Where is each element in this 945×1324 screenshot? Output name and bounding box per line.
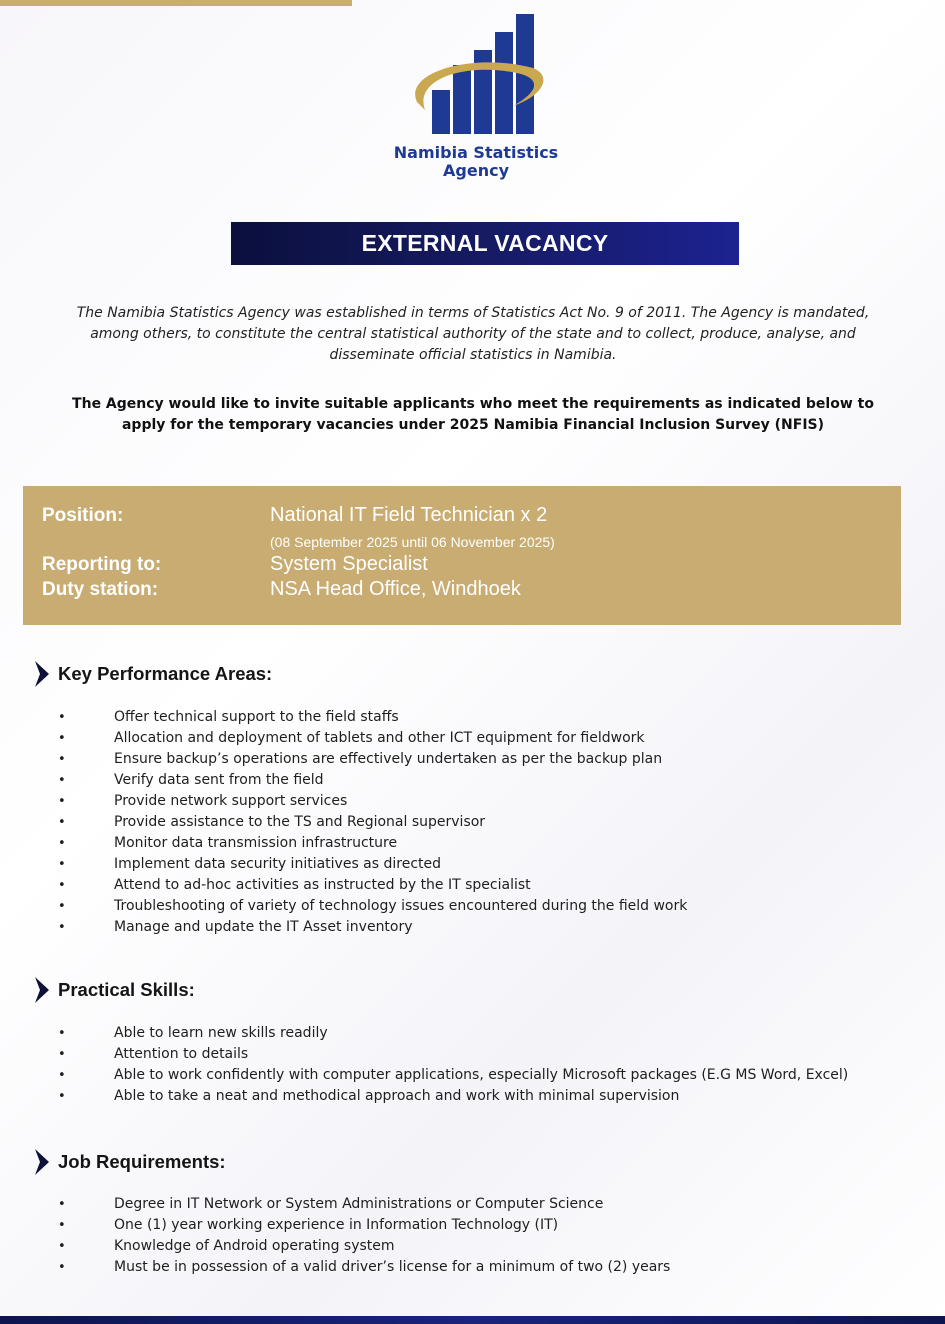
position-value: National IT Field Technician x 2 — [270, 504, 548, 526]
position-label: Position: — [42, 505, 124, 526]
org-name-line2: Agency — [443, 161, 509, 180]
vacancy-banner: EXTERNAL VACANCY — [231, 222, 739, 265]
invite-paragraph: The Agency would like to invite suitable applicants who meet the requirements as indicated below to apply for the temporary vacancies under 2025 Namibia Financial Inclusion Survey (NFIS) — [72, 396, 874, 433]
duty-station-label: Duty station: — [42, 579, 159, 600]
position-dates: (08 September 2025 until 06 November 2025) — [270, 534, 555, 550]
bottom-accent-bar — [0, 1316, 945, 1324]
section-key-performance-areas — [34, 660, 272, 688]
bar-chart-logo-icon — [403, 10, 553, 136]
bullet-icon: • — [58, 1197, 66, 1212]
chevron-right-icon — [34, 976, 50, 1004]
bullet-icon: • — [58, 836, 66, 851]
top-accent-line — [0, 0, 352, 6]
position-details-box — [23, 486, 901, 625]
org-name — [376, 144, 576, 180]
chevron-right-icon — [34, 1148, 50, 1176]
section-practical-skills — [34, 976, 195, 1004]
bullet-icon: • — [58, 1260, 66, 1275]
bullet-icon: • — [58, 1068, 66, 1083]
bullet-icon: • — [58, 878, 66, 893]
bullet-icon: • — [58, 752, 66, 767]
bullet-icon: • — [58, 773, 66, 788]
bullet-icon: • — [58, 1047, 66, 1062]
intro-paragraph: The Namibia Statistics Agency was established in terms of Statistics Act No. 9 of 2011. The Agency is mandated, among others, to constitute the central statistical authority of the state and to collect, produce, analyse, and disseminate official statistics in Namibia. — [76, 305, 870, 363]
bullet-icon: • — [58, 1026, 66, 1041]
bullet-icon: • — [58, 794, 66, 809]
bullet-icon: • — [58, 815, 66, 830]
reporting-label: Reporting to: — [42, 554, 162, 575]
bullet-icon: • — [58, 1089, 66, 1104]
section-job-requirements — [34, 1148, 226, 1176]
reporting-value: System Specialist — [270, 553, 428, 575]
bullet-icon: • — [58, 1218, 66, 1233]
section-title: Key Performance Areas: — [58, 663, 273, 684]
bullet-icon: • — [58, 857, 66, 872]
org-name-line1: Namibia Statistics — [393, 143, 559, 162]
duty-station-value: NSA Head Office, Windhoek — [270, 578, 521, 600]
bullet-icon: • — [58, 1239, 66, 1254]
chevron-right-icon — [34, 660, 50, 688]
section-title: Practical Skills: — [58, 979, 195, 1000]
bullet-icon: • — [58, 731, 66, 746]
bullet-icon: • — [58, 899, 66, 914]
bullet-icon: • — [58, 710, 66, 725]
section-title: Job Requirements: — [58, 1151, 226, 1172]
bullet-icon: • — [58, 920, 66, 935]
